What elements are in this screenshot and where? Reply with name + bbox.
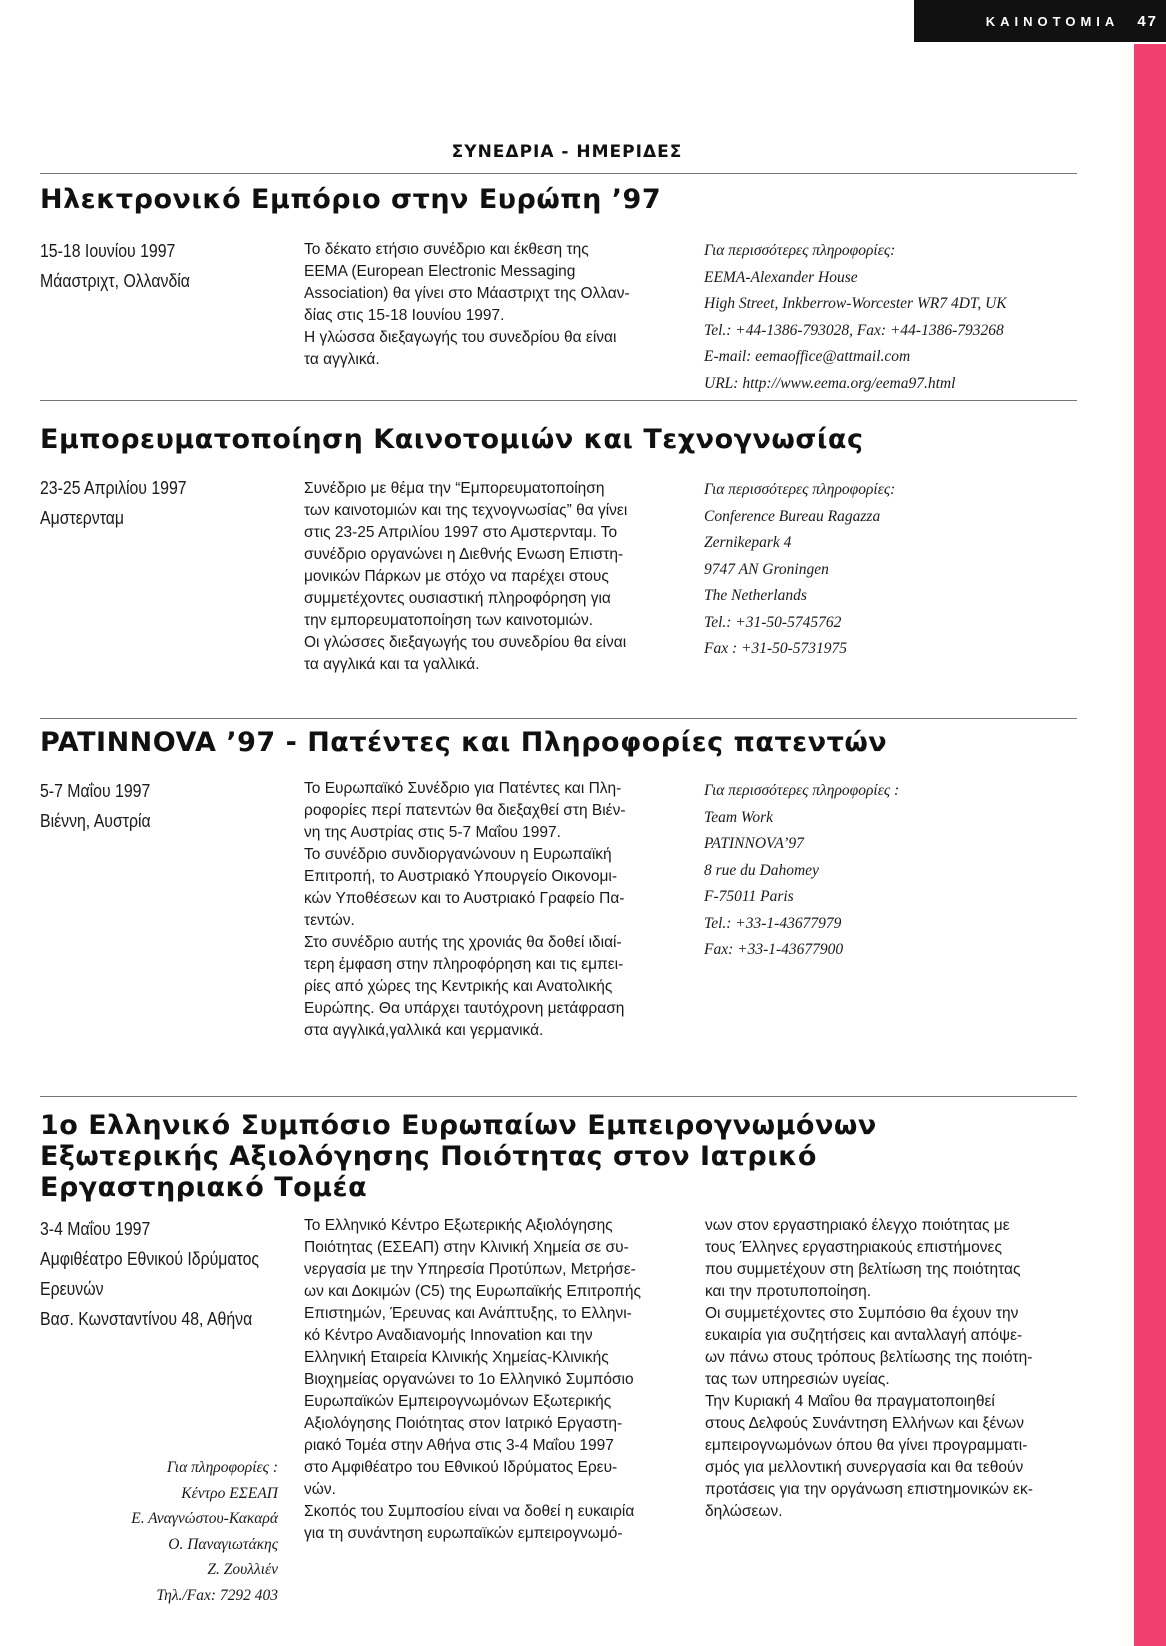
body-line: τας των υπηρεσιών υγείας. <box>705 1371 890 1388</box>
event-date-location <box>40 236 260 296</box>
body-line: τα αγγλικά και τα γαλλικά. <box>304 656 480 673</box>
contact-info <box>704 477 1074 663</box>
body-line: των καινοτομιών και της τεχνογνωσίας” θα γίνει <box>304 502 628 519</box>
body-line: στα αγγλικά,γαλλικά και γερμανικά. <box>304 1022 544 1039</box>
divider-rule <box>40 173 1077 174</box>
info-line: Fax: +33-1-43677900 <box>704 941 844 958</box>
pink-margin-bar <box>1134 44 1166 1646</box>
event-date: 23-25 Απριλίου 1997 <box>40 478 187 498</box>
contact-line: Ε. Αναγνώστου-Κακαρά <box>131 1510 278 1527</box>
event-location: Μάαστριχτ, Ολλανδία <box>40 271 190 291</box>
running-header <box>914 0 1166 42</box>
info-line: Tel.: +31-50-5745762 <box>704 613 842 631</box>
info-line: 8 rue du Dahomey <box>704 861 819 879</box>
body-line: ρίες από χώρες της Κεντρικής και Ανατολικής <box>304 978 613 995</box>
event-venue: Αμφιθέατρο Εθνικού Ιδρύματος <box>40 1249 260 1269</box>
event-location: Αμστερνταμ <box>40 508 125 528</box>
body-line: συνέδριο οργανώνει η Διεθνής Ενωση Επιστη- <box>304 546 624 563</box>
body-line: που συμμετέχουν στη βελτίωση της ποιότητας <box>705 1261 1021 1278</box>
event-date-location <box>40 473 260 533</box>
info-line: Zernikepark 4 <box>704 534 792 551</box>
body-line: ριακό Τομέα στην Αθήνα στις 3-4 Μαΐου 1997 <box>304 1437 614 1454</box>
body-line: νων στον εργαστηριακό έλεγχο ποιότητας με <box>705 1217 1010 1234</box>
event-date-location <box>40 776 260 836</box>
body-line: στους Δελφούς Συνάντηση Ελλήνων και ξένων <box>705 1415 1024 1432</box>
body-line: Βιοχημείας οργανώνει το 1ο Ελληνικό Συμπόσιο <box>304 1371 634 1388</box>
info-line: 9747 AN Groningen <box>704 560 829 578</box>
title-line: Εργαστηριακό Τομέα <box>40 1172 368 1203</box>
body-line: Σκοπός του Συμποσίου είναι να δοθεί η ευκαιρία <box>304 1503 635 1520</box>
info-line: E-mail: eemaoffice@attmail.com <box>704 348 911 365</box>
body-line: Το δέκατο ετήσιο συνέδριο και έκθεση της <box>304 241 589 258</box>
body-line: δίας στις 15-18 Ιουνίου 1997. <box>304 307 505 324</box>
info-line: Tel.: +33-1-43677979 <box>704 914 842 932</box>
contact-line: Κέντρο ΕΣΕΑΠ <box>181 1484 278 1502</box>
article-title: Εμπορευματοποίηση Καινοτομιών και Τεχνογνωσίας <box>40 424 864 455</box>
event-date: 5-7 Μαΐου 1997 <box>40 781 151 801</box>
body-line: τερη έμφαση στην πληροφόρηση και τις εμπει- <box>304 956 624 973</box>
divider-rule <box>40 400 1077 401</box>
body-line: Επιστημών, Έρευνας και Ανάπτυξης, το Ελληνι- <box>304 1305 632 1322</box>
body-line: δηλώσεων. <box>705 1503 783 1520</box>
body-line: νη της Αυστρίας στις 5-7 Μαΐου 1997. <box>304 824 561 841</box>
contact-info <box>704 238 1074 397</box>
info-line: The Netherlands <box>704 587 807 604</box>
body-line: στις 23-25 Απριλίου 1997 στο Αμστερνταμ. Το <box>304 524 618 541</box>
article-title: PATINNOVA ’97 - Πατέντες και Πληροφορίες πατεντών <box>40 727 888 758</box>
body-line: σμός για μελλοντική συνεργασία και θα τεθούν <box>705 1459 1024 1476</box>
event-location: Βιέννη, Αυστρία <box>40 811 151 831</box>
section-label: ΣΥΝΕΔΡΙΑ - ΗΜΕΡΙΔΕΣ <box>451 142 683 162</box>
article-body <box>304 778 674 1042</box>
body-line: προτάσεις για την οργάνωση επιστημονικών εκ- <box>705 1481 1033 1498</box>
article-title <box>40 1110 1080 1203</box>
info-line: Tel.: +44-1386-793028, Fax: +44-1386-793268 <box>704 321 1004 339</box>
divider-rule <box>40 718 1077 719</box>
body-line: εμπειρογνωμόνων όπου θα γίνει προγραμματι- <box>705 1437 1028 1454</box>
body-line: Η γλώσσα διεξαγωγής του συνεδρίου θα είναι <box>304 329 617 346</box>
body-line: στο Αμφιθέατρο του Εθνικού Ιδρύματος Ερευ- <box>304 1459 618 1476</box>
body-line: EEMA (European Electronic Messaging <box>304 263 576 280</box>
info-line: Team Work <box>704 808 774 826</box>
contact-line: Ζ. Ζουλλιέν <box>207 1561 278 1578</box>
article-body <box>304 239 674 371</box>
body-line: τους Έλληνες εργαστηριακούς επιστήμονες <box>705 1239 1002 1256</box>
event-date-location <box>40 1214 260 1334</box>
body-line: τεντών. <box>304 912 355 929</box>
body-line: για τη συνάντηση ευρωπαϊκών εμπειρογνωμό- <box>304 1525 623 1542</box>
body-line: Συνέδριο με θέμα την “Εμπορευματοποίηση <box>304 480 605 497</box>
body-line: Ποιότητας (ΕΣΕΑΠ) στην Κλινική Χημεία σε συ- <box>304 1239 629 1256</box>
contact-info <box>100 1455 278 1608</box>
body-line: Το Ευρωπαϊκό Συνέδριο για Πατέντες και Πλη- <box>304 780 622 797</box>
body-line: Την Κυριακή 4 Μαΐου θα πραγματοποιηθεί <box>705 1393 995 1410</box>
info-line: Fax : +31-50-5731975 <box>704 640 848 657</box>
contact-line: Για πληροφορίες : <box>166 1459 278 1476</box>
body-line: νών. <box>304 1481 336 1498</box>
body-line: Στο συνέδριο αυτής της χρονιάς θα δοθεί ιδιαί- <box>304 934 622 951</box>
body-line: Το συνέδριο συνδιοργανώνουν η Ευρωπαϊκή <box>304 846 612 863</box>
body-line: Ευρώπης. Θα υπάρχει ταυτόχρονη μετάφραση <box>304 1000 625 1017</box>
body-line: και την προτυποποίηση. <box>705 1283 872 1300</box>
info-line: Conference Bureau Ragazza <box>704 507 881 525</box>
body-line: συμμετέχοντες ουσιαστική πληροφόρηση για <box>304 590 611 607</box>
article-title: Ηλεκτρονικό Εμπόριο στην Ευρώπη ’97 <box>40 184 662 215</box>
body-line: μονικών Πάρκων με στόχο να παρέχει στους <box>304 568 609 585</box>
info-line: High Street, Inkberrow-Worcester WR7 4DT, UK <box>704 295 1007 312</box>
info-line: PATINNOVA’97 <box>704 835 804 852</box>
body-line: κό Κέντρο Αναδιανομής Innovation και την <box>304 1327 593 1344</box>
info-line: EEMA-Alexander House <box>704 268 858 286</box>
page-number: 47 <box>1137 12 1158 30</box>
divider-rule <box>40 1096 1077 1097</box>
event-venue: Ερευνών <box>40 1279 104 1299</box>
body-line: Το Ελληνικό Κέντρο Εξωτερικής Αξιολόγησης <box>304 1217 613 1234</box>
contact-info <box>704 778 1074 964</box>
body-line: ευκαιρία για συζητήσεις και ανταλλαγή απόψε- <box>705 1327 1023 1344</box>
body-line: Ευρωπαϊκών Εμπειρογνωμόνων Εξωτερικής <box>304 1393 612 1410</box>
info-line: Για περισσότερες πληροφορίες : <box>704 782 900 799</box>
body-line: Αξιολόγησης Ποιότητας στον Ιατρικό Εργαστη- <box>304 1415 623 1432</box>
title-line: Εξωτερικής Αξιολόγησης Ποιότητας στον Ιατρικό <box>40 1141 817 1172</box>
info-line: Για περισσότερες πληροφορίες: <box>704 481 896 498</box>
contact-line: Τηλ./Fax: 7292 403 <box>156 1586 278 1604</box>
body-line: Επιτροπή, το Αυστριακό Υπουργείο Οικονομι- <box>304 868 617 885</box>
body-line: ων πάνω στους τρόπους βελτίωσης της ποιότη- <box>705 1349 1033 1366</box>
article-body-continued <box>705 1215 1077 1523</box>
body-line: ροφορίες περί πατεντών θα διεξαχθεί στη Βιέν- <box>304 802 626 819</box>
body-line: Οι γλώσσες διεξαγωγής του συνεδρίου θα είναι <box>304 634 627 651</box>
body-line: Οι συμμετέχοντες στο Συμπόσιο θα έχουν την <box>705 1305 1019 1322</box>
contact-line: Ο. Παναγιωτάκης <box>168 1535 278 1553</box>
info-line: Για περισσότερες πληροφορίες: <box>704 242 896 259</box>
event-date: 15-18 Ιουνίου 1997 <box>40 241 176 261</box>
info-line: URL: http://www.eema.org/eema97.html <box>704 374 956 392</box>
title-line: 1ο Ελληνικό Συμπόσιο Ευρωπαίων Εμπειρογνωμόνων <box>40 1110 877 1141</box>
magazine-name: ΚΑΙΝΟΤΟΜΙΑ <box>985 13 1120 29</box>
body-line: τα αγγλικά. <box>304 351 380 368</box>
body-line: ων και Δοκιμών (C5) της Ευρωπαϊκής Επιτροπής <box>304 1283 641 1300</box>
body-line: την εμπορευματοποίηση των καινοτομιών. <box>304 612 594 629</box>
event-address: Βασ. Κωνσταντίνου 48, Αθήνα <box>40 1309 253 1329</box>
body-line: Association) θα γίνει στο Μάαστριχτ της Ολλαν- <box>304 285 630 302</box>
event-date: 3-4 Μαΐου 1997 <box>40 1219 151 1239</box>
body-line: Ελληνική Εταιρεία Κλινικής Χημείας-Κλινικής <box>304 1349 609 1366</box>
article-body <box>304 478 674 676</box>
body-line: κών Υποθέσεων και το Αυστριακό Γραφείο Πα- <box>304 890 625 907</box>
info-line: F-75011 Paris <box>704 888 794 905</box>
body-line: νεργασία με την Υπηρεσία Προτύπων, Μετρήσε- <box>304 1261 636 1278</box>
article-body <box>304 1215 674 1545</box>
